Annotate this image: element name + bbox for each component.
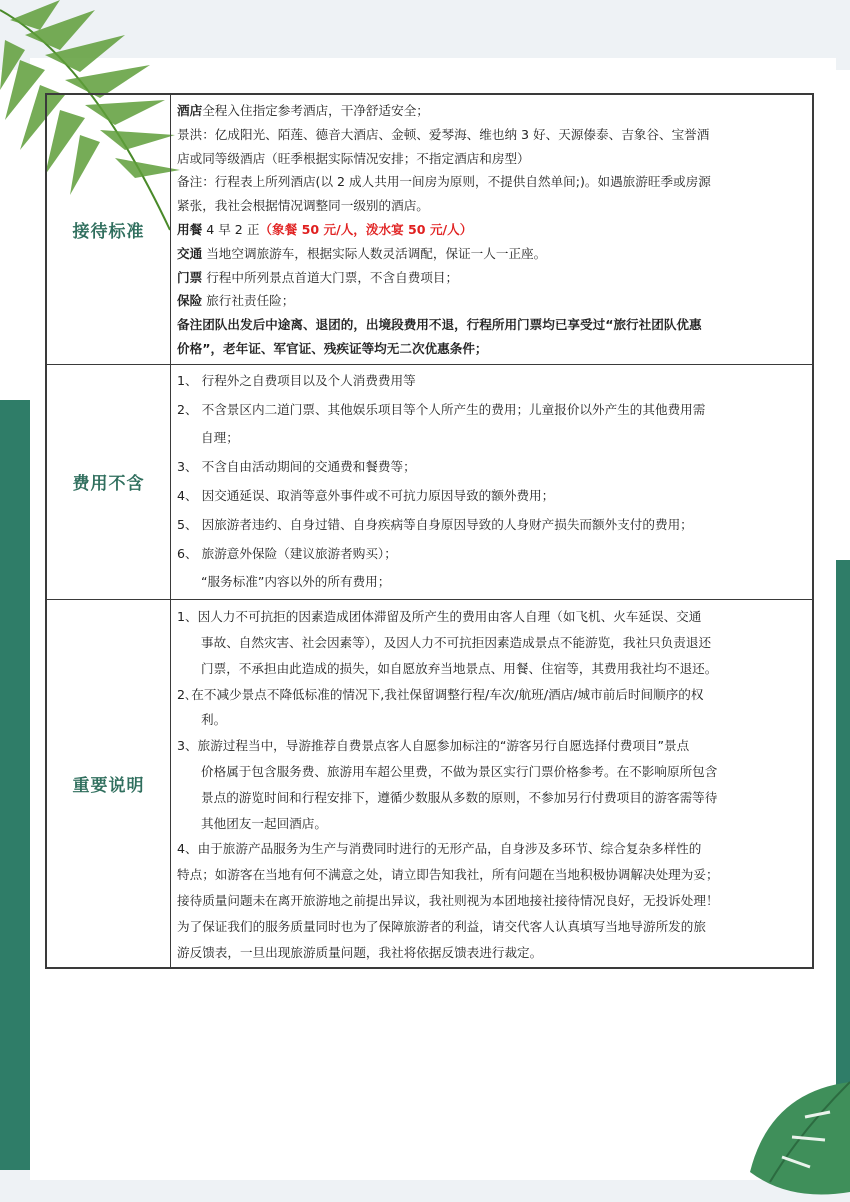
reception-standard-label: 接待标准	[46, 94, 171, 364]
transport-key: 交通	[177, 245, 203, 261]
important-notes-label: 重要说明	[46, 600, 171, 969]
excluded-item: 2、 不含景区内二道门票、其他娱乐项目等个人所产生的费用；儿童报价以外产生的其他费用需	[177, 401, 706, 417]
note-line: 其他团友一起回酒店。	[201, 815, 327, 831]
jinghong-hotels-line1: 景洪：亿成阳光、陌莲、德音大酒店、金顿、爱琴海、维也纳 3 好、天源傣泰、吉象谷、宝誉酒	[177, 126, 710, 142]
excluded-item-continuation: 自理；	[201, 430, 239, 446]
monstera-leaf-icon	[730, 1062, 850, 1202]
hotel-key: 酒店	[177, 103, 203, 118]
excluded-item: 5、 因旅游者违约、自身过错、自身疾病等自身原因导致的人身财产损失而额外支付的费用；	[177, 516, 693, 532]
insurance-text: 旅行社责任险；	[202, 293, 295, 309]
note-line: 3、旅游过程当中，导游推荐自费景点客人自愿参加标注的“游客另行自愿选择付费项目”景点	[177, 738, 690, 754]
note-line: 4、由于旅游产品服务为生产与消费同时进行的无形产品，自身涉及多环节、综合复杂多样性的	[177, 841, 702, 857]
ticket-text: 行程中所列景点首道大门票，不含自费项目；	[202, 269, 459, 285]
fees-excluded-content	[171, 364, 814, 599]
fees-excluded-label: 费用不含	[46, 364, 171, 599]
insurance-key: 保险	[177, 293, 203, 309]
fees-excluded-row	[46, 364, 813, 599]
insurance-line	[177, 289, 806, 313]
note-line: 为了保证我们的服务质量同时也为了保障旅游者的利益，请交代客人认真填写当地导游所发的旅	[177, 918, 706, 934]
itinerary-terms-table	[45, 93, 814, 969]
note-line: 利。	[201, 712, 227, 728]
meal-text: 4 早 2 正	[202, 221, 260, 237]
hotel-line	[177, 99, 806, 123]
group-remark-line2: 价格”，老年证、军官证、残疾证等均无二次优惠条件；	[177, 340, 488, 356]
reception-standard-row	[46, 94, 813, 364]
reception-standard-content	[171, 94, 814, 364]
jinghong-hotels-line2: 店或同等级酒店（旺季根据实际情况安排；不指定酒店和房型）	[177, 150, 530, 166]
note-line: 接待质量问题未在离开旅游地之前提出异议，我社则视为本团地接社接待情况良好，无投诉处理！	[177, 892, 719, 908]
ticket-key: 门票	[177, 269, 203, 285]
note-line: 价格属于包含服务费、旅游用车超公里费，不做为景区实行门票价格参考。在不影响原所包含	[201, 763, 718, 779]
excluded-item-continuation: “服务标准”内容以外的所有费用；	[201, 574, 391, 590]
meal-line	[177, 218, 806, 242]
transport-text: 当地空调旅游车，根据实际人数灵活调配，保证一人一正座。	[202, 245, 547, 261]
important-notes-row	[46, 600, 813, 969]
important-notes-content	[171, 600, 814, 969]
transport-line	[177, 242, 806, 266]
hotel-note-line1: 备注：行程表上所列酒店(以 2 成人共用一间房为原则，不提供自然单间;)。如遇旅游旺季或房源	[177, 174, 711, 190]
group-remark-line1: 备注团队出发后中途离、退团的，出境段费用不退，行程所用门票均已享受过“旅行社团队优惠	[177, 317, 702, 333]
meal-price-highlight: （象餐 50 元/人，泼水宴 50 元/人）	[259, 221, 473, 237]
ticket-line	[177, 266, 806, 290]
note-line: 事故、自然灾害、社会因素等），及因人力不可抗拒因素造成景点不能游览，我社只负责退还	[201, 634, 712, 650]
excluded-item: 4、 因交通延误、取消等意外事件或不可抗力原因导致的额外费用；	[177, 487, 555, 503]
note-line: 游反馈表，一旦出现旅游质量问题，我社将依据反馈表进行裁定。	[177, 944, 543, 960]
excluded-item: 3、 不含自由活动期间的交通费和餐费等；	[177, 459, 416, 475]
note-line: 特点；如游客在当地有何不满意之处，请立即告知我社，所有问题在当地积极协调解决处理为妥；	[177, 867, 719, 883]
hotel-note-line2: 紧张，我社会根据情况调整同一级别的酒店。	[177, 198, 429, 214]
excluded-item: 6、 旅游意外保险（建议旅游者购买）；	[177, 545, 397, 561]
excluded-item: 1、 行程外之自费项目以及个人消费费用等	[177, 372, 416, 388]
note-line: 1、因人力不可抗拒的因素造成团体滞留及所产生的费用由客人自理（如飞机、火车延误、交通	[177, 609, 702, 625]
hotel-text: 全程入住指定参考酒店，干净舒适安全；	[202, 103, 429, 118]
meal-key: 用餐	[177, 221, 203, 237]
note-line: 门票，不承担由此造成的损失，如自愿放弃当地景点、用餐、住宿等，其费用我社均不退还。	[201, 660, 718, 676]
note-line: 景点的游览时间和行程安排下，遵循少数服从多数的原则，不参加另行付费项目的游客需等待	[201, 789, 718, 805]
note-line: 2､在不减少景点不降低标准的情况下,我社保留调整行程/车次/航班/酒店/城市前后时间顺序的权	[177, 686, 704, 702]
